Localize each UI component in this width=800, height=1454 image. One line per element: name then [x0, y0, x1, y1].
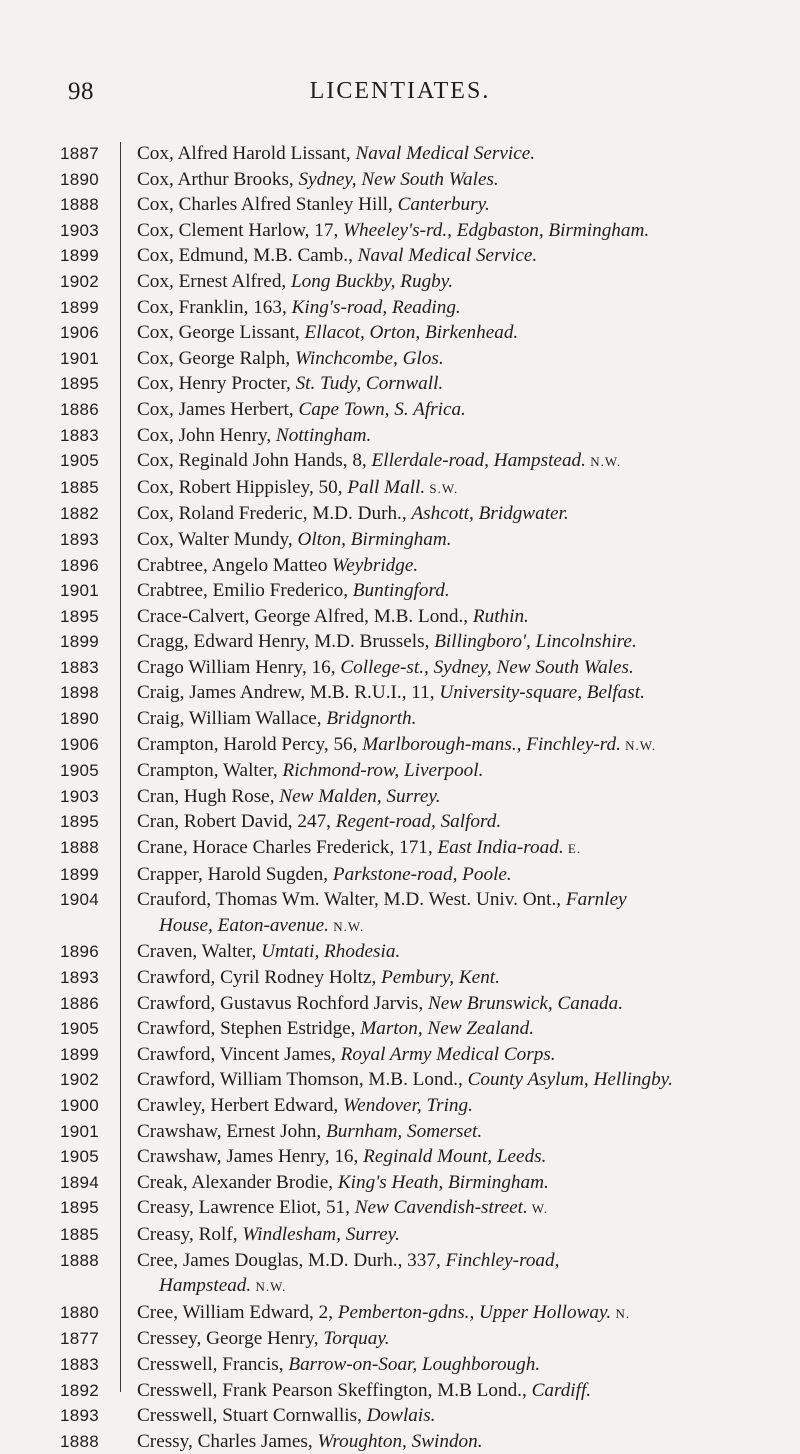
list-item	[0, 1170, 800, 1196]
entry-text	[128, 758, 800, 784]
entry-text	[128, 346, 800, 372]
entry-address: Regent-road, Salford.	[335, 811, 502, 833]
entry-address: Ruthin.	[472, 605, 529, 627]
entry-text	[128, 1093, 800, 1119]
entry-name: Crawshaw, Ernest John,	[137, 1120, 326, 1142]
list-item	[0, 887, 800, 939]
entry-text	[128, 501, 800, 527]
entry-address: Pembury, Kent.	[381, 967, 500, 988]
entry-year: 1896	[60, 555, 100, 575]
entry-text	[128, 1429, 800, 1454]
entry-postal-district: N.W.	[328, 918, 365, 934]
entry-postal-district: N.	[611, 1305, 631, 1321]
entry-name: Cree, James Douglas, M.D. Durh., 337,	[137, 1249, 446, 1271]
entry-address: Hampstead.	[159, 1275, 252, 1297]
entry-address: New Malden, Surrey.	[279, 785, 441, 807]
entry-address: Royal Army Medical Corps.	[340, 1043, 556, 1065]
entry-year: 1890	[60, 709, 100, 729]
list-item	[0, 1119, 800, 1145]
list-item	[0, 1429, 800, 1454]
entry-year: 1883	[60, 657, 100, 677]
entry-year: 1886	[60, 399, 100, 419]
entry-text	[128, 732, 800, 759]
entry-address: Cardiff.	[531, 1379, 592, 1401]
entry-name: Craven, Walter,	[137, 941, 262, 963]
entry-year: 1886	[60, 993, 100, 1013]
entry-name: Crabtree, Angelo Matteo	[137, 554, 333, 576]
entry-name: Cressey, George Henry,	[137, 1328, 324, 1350]
list-item	[0, 475, 800, 502]
entry-year: 1880	[60, 1302, 100, 1322]
list-item	[0, 1248, 800, 1300]
entry-name: Crampton, Harold Percy, 56,	[137, 733, 363, 755]
list-item	[0, 809, 800, 835]
entry-year: 1894	[60, 1172, 100, 1192]
entry-text	[128, 604, 800, 630]
entry-address: Canterbury.	[397, 194, 490, 216]
list-item	[0, 553, 800, 579]
entry-address: University-square, Belfast.	[439, 682, 645, 704]
entry-year: 1898	[60, 683, 100, 703]
list-item	[0, 501, 800, 527]
list-item	[0, 655, 800, 681]
entry-text	[128, 1222, 800, 1248]
entry-year: 1905	[60, 451, 100, 471]
list-item	[0, 1378, 800, 1404]
entry-name: Craig, James Andrew, M.B. R.U.I., 11,	[137, 682, 440, 704]
entry-address: Barrow-on-Soar, Loughborough.	[288, 1353, 541, 1375]
entry-address: Buntingford.	[352, 580, 450, 602]
list-item	[0, 1067, 800, 1093]
page-title: LICENTIATES.	[309, 78, 491, 104]
entry-address: County Asylum, Hellingby.	[467, 1069, 673, 1091]
entry-text	[128, 680, 800, 706]
list-item	[0, 192, 800, 218]
entry-address: St. Tudy, Cornwall.	[295, 373, 444, 395]
page-number: 98	[68, 78, 94, 105]
entry-name: Crawshaw, James Henry, 16,	[137, 1146, 364, 1168]
entry-text	[128, 295, 800, 321]
entry-text	[128, 629, 800, 655]
entry-year: 1890	[60, 169, 100, 189]
entry-text	[128, 939, 800, 965]
list-item	[0, 243, 800, 269]
entry-text	[128, 1067, 800, 1093]
entry-year: 1905	[60, 761, 100, 781]
list-item	[0, 1144, 800, 1170]
list-item	[0, 1352, 800, 1378]
entry-address: Ashcott, Bridgwater.	[411, 503, 569, 525]
entry-address: Pemberton-gdns., Upper Holloway.	[337, 1301, 612, 1323]
entry-year: 1902	[60, 1070, 100, 1090]
entry-address: New Cavendish-street.	[354, 1197, 528, 1219]
entry-address: Wendover, Tring.	[343, 1094, 473, 1116]
entry-name: Cresswell, Frank Pearson Skeffington, M.B Lond.,	[137, 1379, 532, 1401]
entry-year: 1885	[60, 1224, 100, 1244]
entry-text	[128, 706, 800, 732]
entry-year: 1906	[60, 734, 100, 754]
entry-year: 1895	[60, 812, 100, 832]
entry-year: 1883	[60, 425, 100, 445]
entry-year: 1901	[60, 581, 100, 601]
entry-year: 1904	[60, 890, 100, 910]
entry-address: House, Eaton-avenue.	[159, 914, 329, 936]
entry-text	[128, 423, 800, 449]
entry-name: Cox, Edmund, M.B. Camb.,	[137, 245, 358, 267]
entry-address: Wroughton, Swindon.	[317, 1430, 483, 1452]
list-item	[0, 991, 800, 1017]
entry-name: Cox, Clement Harlow, 17,	[137, 219, 344, 241]
entry-year: 1892	[60, 1380, 100, 1400]
entry-address: Burnham, Somerset.	[326, 1120, 483, 1142]
list-item	[0, 423, 800, 449]
entry-text	[128, 1326, 800, 1352]
list-item	[0, 862, 800, 888]
entry-name: Crawford, Gustavus Rochford Jarvis,	[137, 992, 428, 1014]
entry-address: Billingboro', Lincolnshire.	[434, 631, 637, 653]
list-item	[0, 680, 800, 706]
entry-address: Dowlais.	[366, 1405, 436, 1427]
entry-address: Nottingham.	[275, 424, 372, 446]
entry-year: 1893	[60, 968, 100, 987]
entry-text	[128, 1170, 800, 1196]
entry-address: Weybridge.	[332, 554, 419, 576]
entry-name: Cox, Charles Alfred Stanley Hill,	[137, 194, 398, 216]
entry-year: 1903	[60, 786, 100, 806]
entry-year: 1893	[60, 1406, 100, 1426]
entry-year: 1885	[60, 477, 100, 497]
entry-year: 1901	[60, 1121, 100, 1141]
list-item	[0, 397, 800, 423]
entry-text	[128, 192, 800, 218]
entry-text	[128, 965, 800, 991]
entry-year: 1883	[60, 1354, 100, 1374]
entry-year: 1895	[60, 606, 100, 626]
entry-text	[128, 553, 800, 579]
entry-name: Crabtree, Emilio Frederico,	[137, 580, 353, 602]
list-item	[0, 1403, 800, 1429]
entry-name: Cran, Robert David, 247,	[137, 811, 336, 833]
entry-year: 1906	[60, 323, 100, 343]
entry-name: Crawley, Herbert Edward,	[137, 1094, 344, 1116]
entry-text	[128, 1119, 800, 1145]
entry-text	[128, 655, 800, 681]
entry-address: King's Heath, Birmingham.	[337, 1171, 549, 1193]
entry-year: 1893	[60, 529, 100, 549]
entry-name: Cox, Ernest Alfred,	[137, 270, 292, 292]
entry-address: Umtati, Rhodesia.	[261, 941, 401, 963]
list-item	[0, 141, 800, 167]
entry-text	[128, 862, 800, 888]
entry-year: 1899	[60, 864, 100, 884]
entry-name: Crawford, William Thomson, M.B. Lond.,	[137, 1069, 468, 1091]
list-item	[0, 732, 800, 759]
entry-text	[128, 397, 800, 423]
entry-name: Creasy, Rolf,	[137, 1223, 243, 1245]
entry-year: 1888	[60, 1431, 100, 1451]
entry-address: Winchcombe, Glos.	[294, 347, 444, 369]
entry-address: New Brunswick, Canada.	[427, 992, 624, 1014]
entry-address: Naval Medical Service.	[357, 245, 538, 267]
entry-year: 1905	[60, 1019, 100, 1039]
entry-address: Pall Mall.	[347, 476, 426, 498]
list-item	[0, 371, 800, 397]
entry-text	[128, 1378, 800, 1404]
entry-address: Sydney, New South Wales.	[298, 168, 499, 190]
entry-postal-district: W.	[527, 1201, 549, 1217]
entry-name: Cox, George Ralph,	[137, 347, 295, 369]
entry-postal-district: N.W.	[251, 1279, 287, 1295]
list-item	[0, 758, 800, 784]
entry-name: Cox, John Henry,	[137, 424, 276, 446]
entry-address: Cape Town, S. Africa.	[298, 398, 466, 420]
entry-address: Naval Medical Service.	[355, 143, 536, 164]
list-item	[0, 346, 800, 372]
entry-address: Wheeley's-rd., Edgbaston, Birmingham.	[343, 219, 650, 241]
entry-year: 1888	[60, 1250, 100, 1270]
entry-address: Richmond-row, Liverpool.	[282, 760, 484, 782]
entry-postal-district: N.W.	[620, 737, 657, 753]
entry-year: 1887	[60, 144, 100, 163]
entry-text	[128, 1042, 800, 1068]
entry-year: 1888	[60, 195, 100, 215]
list-item	[0, 1042, 800, 1068]
entry-name: Cox, Robert Hippisley, 50,	[137, 476, 348, 498]
entry-year: 1899	[60, 1044, 100, 1064]
entry-name: Cox, Roland Frederic, M.D. Durh.,	[137, 503, 412, 525]
entry-name: Cresswell, Stuart Cornwallis,	[137, 1405, 367, 1427]
entry-name: Cran, Hugh Rose,	[137, 785, 280, 807]
entry-name: Cox, Franklin, 163,	[137, 296, 292, 318]
entry-name: Crawford, Vincent James,	[137, 1043, 341, 1065]
page-header	[0, 78, 800, 118]
entry-text	[128, 809, 800, 835]
entry-list	[0, 141, 800, 1454]
entry-text	[128, 1352, 800, 1378]
entry-year: 1900	[60, 1095, 100, 1115]
entry-text	[128, 448, 800, 475]
entry-year: 1905	[60, 1147, 100, 1167]
entry-address: Ellacot, Orton, Birkenhead.	[304, 322, 519, 344]
entry-address: Long Buckby, Rugby.	[291, 270, 454, 292]
entry-year: 1896	[60, 942, 100, 962]
entry-continuation	[137, 1273, 780, 1300]
entry-text	[128, 1300, 800, 1327]
entry-address: Marton, New Zealand.	[360, 1018, 535, 1040]
entry-postal-district: E.	[563, 841, 582, 857]
entry-name: Crane, Horace Charles Frederick, 171,	[137, 837, 438, 859]
entry-text	[128, 1144, 800, 1170]
entry-name: Crago William Henry, 16,	[137, 656, 341, 678]
list-item	[0, 320, 800, 346]
list-item	[0, 1016, 800, 1042]
entry-text	[128, 167, 800, 193]
list-item	[0, 1093, 800, 1119]
entry-text	[128, 887, 800, 939]
entry-address: Marlborough-mans., Finchley-rd.	[362, 733, 621, 755]
list-item	[0, 295, 800, 321]
entry-name: Cox, Reginald John Hands, 8,	[137, 450, 372, 472]
list-item	[0, 527, 800, 553]
entry-text	[128, 218, 800, 244]
list-item	[0, 629, 800, 655]
list-item	[0, 706, 800, 732]
list-item	[0, 1195, 800, 1222]
entry-name: Cressy, Charles James,	[137, 1430, 318, 1452]
list-item	[0, 939, 800, 965]
entry-name: Cox, Arthur Brooks,	[137, 168, 299, 190]
entry-text	[128, 371, 800, 397]
list-item	[0, 835, 800, 862]
entry-name: Creasy, Lawrence Eliot, 51,	[137, 1197, 355, 1219]
entry-address: East India-road.	[437, 837, 564, 859]
list-item	[0, 1300, 800, 1327]
list-item	[0, 578, 800, 604]
entry-text	[128, 320, 800, 346]
entry-address: Finchley-road,	[445, 1249, 560, 1271]
entry-name: Cragg, Edward Henry, M.D. Brussels,	[137, 631, 435, 653]
list-item	[0, 448, 800, 475]
entry-text	[128, 784, 800, 810]
list-item	[0, 604, 800, 630]
entry-name: Crapper, Harold Sugden,	[137, 863, 333, 885]
list-item	[0, 1222, 800, 1248]
entry-postal-district: N.W.	[585, 454, 622, 470]
entry-name: Crampton, Walter,	[137, 760, 283, 782]
entry-text	[128, 527, 800, 553]
entry-name: Creak, Alexander Brodie,	[137, 1171, 338, 1193]
entry-name: Cox, James Herbert,	[137, 398, 299, 420]
entry-year: 1899	[60, 246, 100, 266]
list-item	[0, 167, 800, 193]
entry-postal-district: S.W.	[425, 480, 459, 496]
entry-text	[128, 1403, 800, 1429]
entry-name: Cox, Henry Procter,	[137, 373, 296, 395]
entry-name: Crauford, Thomas Wm. Walter, M.D. West. Univ. Ont.,	[137, 889, 566, 911]
entry-address: Bridgnorth.	[326, 708, 417, 730]
entry-address: College-st., Sydney, New South Wales.	[340, 656, 634, 678]
entry-name: Cox, Alfred Harold Lissant,	[137, 143, 356, 164]
entry-text	[128, 835, 800, 862]
list-item	[0, 784, 800, 810]
entry-name: Cox, George Lissant,	[137, 322, 305, 344]
entry-address: Windlesham, Surrey.	[242, 1223, 400, 1245]
entry-address: Farnley	[565, 889, 627, 911]
entry-text	[128, 475, 800, 502]
entry-year: 1901	[60, 348, 100, 368]
entry-text	[128, 991, 800, 1017]
entry-name: Cox, Walter Mundy,	[137, 528, 298, 550]
entry-address: Parkstone-road, Poole.	[332, 863, 512, 885]
entry-name: Cree, William Edward, 2,	[137, 1301, 338, 1323]
entry-text	[128, 269, 800, 295]
list-item	[0, 269, 800, 295]
entry-address: Olton, Birmingham.	[297, 528, 452, 550]
entry-name: Craig, William Wallace,	[137, 708, 327, 730]
entry-year: 1899	[60, 632, 100, 652]
entry-continuation	[137, 913, 780, 940]
entry-address: King's-road, Reading.	[291, 296, 461, 318]
entry-year: 1895	[60, 1198, 100, 1218]
entry-name: Crace-Calvert, George Alfred, M.B. Lond.,	[137, 605, 473, 627]
entry-text	[128, 1195, 800, 1222]
entry-address: Torquay.	[323, 1328, 390, 1350]
entry-year: 1895	[60, 374, 100, 394]
entry-address: Ellerdale-road, Hampstead.	[371, 450, 586, 472]
entry-year: 1903	[60, 220, 100, 240]
entry-name: Cresswell, Francis,	[137, 1353, 289, 1375]
entry-name: Crawford, Cyril Rodney Holtz,	[137, 967, 382, 988]
entry-year: 1882	[60, 504, 100, 524]
list-item	[0, 218, 800, 244]
entry-text	[128, 141, 800, 167]
entry-name: Crawford, Stephen Estridge,	[137, 1018, 361, 1040]
entry-text	[128, 1248, 800, 1300]
list-item	[0, 965, 800, 991]
entry-text	[128, 243, 800, 269]
entry-year: 1899	[60, 297, 100, 317]
entry-year: 1902	[60, 271, 100, 291]
entry-text	[128, 1016, 800, 1042]
entry-year: 1888	[60, 838, 100, 858]
entry-address: Reginald Mount, Leeds.	[363, 1146, 547, 1168]
entry-year: 1877	[60, 1329, 100, 1349]
entry-text	[128, 578, 800, 604]
list-item	[0, 1326, 800, 1352]
